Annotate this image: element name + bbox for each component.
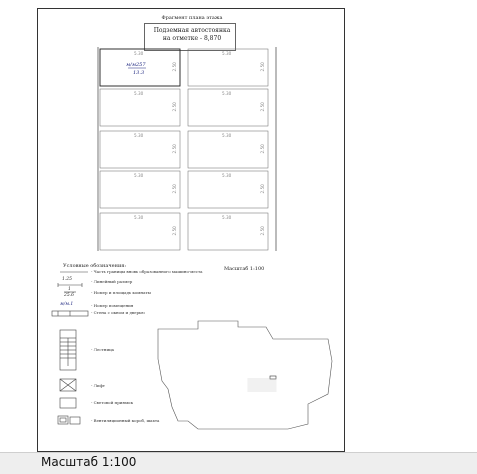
legend-title: Условные обозначения: (63, 263, 127, 269)
dimension-width-label: 5.30 (222, 91, 232, 96)
dimension-width-label: 5.30 (222, 215, 232, 220)
dimension-width-label: 5.30 (222, 133, 232, 138)
highlight-room-area: 13.3 (133, 70, 145, 76)
dimension-width-label: 5.30 (134, 51, 144, 56)
dimension-width-label: 5.30 (222, 51, 232, 56)
legend-item-linear-size: - Линейный размер (91, 279, 133, 284)
dimension-height-label: 2.50 (172, 184, 177, 194)
header-line-1: Подземная автостоянка (153, 27, 231, 34)
dimension-height-label: 2.50 (172, 226, 177, 236)
light-pit-icon (60, 398, 76, 408)
legend-item-vent: - Вентиляционный короб, шахта (91, 418, 160, 423)
dimension-width-label: 5.30 (134, 133, 144, 138)
dimension-height-label: 2.50 (172, 62, 177, 72)
legend-symbol-linear-size: 1.25 (62, 277, 73, 282)
dimension-height-label: 2.50 (172, 144, 177, 154)
legend-symbol-room-number: 1 (68, 287, 71, 292)
legend-item-room: - Номер и площадь комнаты (91, 290, 151, 295)
vent-duct-icon (58, 416, 68, 424)
drawing-sheet (37, 8, 345, 452)
legend-item-boundary: - Часть границы вновь образованного машино-места (91, 269, 203, 274)
dimension-width-label: 5.30 (134, 215, 144, 220)
fragment-title: Фрагмент плана этажа (161, 15, 223, 21)
legend-symbol-premises: м/м.1 (60, 302, 74, 307)
legend-item-premises: - Номер помещения (91, 303, 134, 308)
dimension-height-label: 2.50 (260, 102, 265, 112)
legend-item-stairs: - Лестница (91, 347, 115, 352)
dimension-height-label: 2.50 (260, 226, 265, 236)
dimension-height-label: 2.50 (172, 102, 177, 112)
dimension-height-label: 2.50 (260, 62, 265, 72)
highlight-room-number: м/м257 (126, 62, 146, 68)
watermark: ▬ (244, 360, 282, 404)
legend-item-elevator: - Лифт (91, 383, 105, 388)
dimension-height-label: 2.50 (260, 144, 265, 154)
scale-label: Масштаб 1:100 (224, 266, 265, 272)
dimension-width-label: 5.30 (134, 91, 144, 96)
footer-scale: Масштаб 1:100 (41, 455, 137, 469)
dimension-width-label: 5.30 (222, 173, 232, 178)
legend-symbol-room-area: 25.6 (64, 293, 75, 298)
header-line-2: на отметке - 8,870 (162, 35, 222, 42)
dimension-height-label: 2.50 (260, 184, 265, 194)
parking-grid (38, 9, 346, 453)
legend-item-wall: - Стена с окном и дверью (91, 310, 145, 315)
legend-item-light-pit: - Световой приямок (91, 400, 133, 405)
dimension-width-label: 5.30 (134, 173, 144, 178)
